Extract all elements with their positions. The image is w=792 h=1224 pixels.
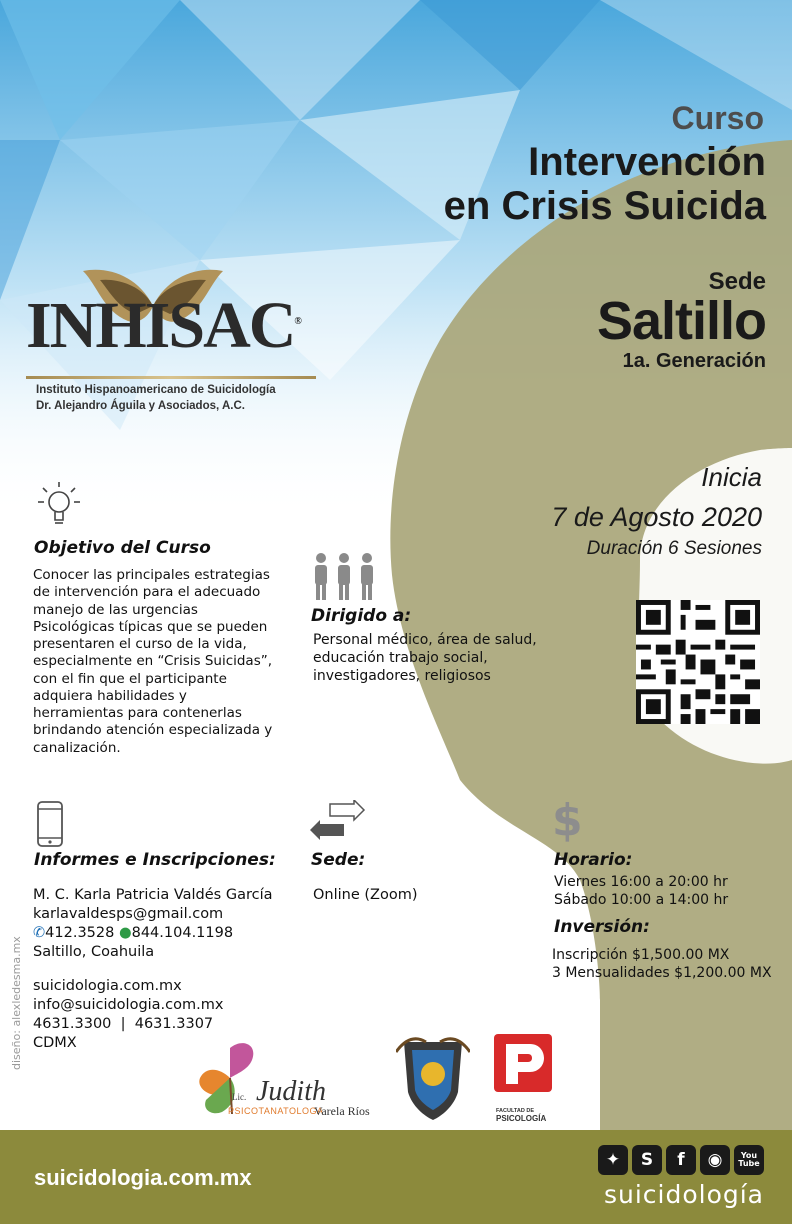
contact-cdmx-phones[interactable]: 4631.3300 | 4631.3307: [33, 1016, 214, 1033]
course-title: [444, 140, 766, 228]
judith-surname: Varela Ríos: [314, 1104, 370, 1118]
objective-line: brindando atención especializada y: [33, 722, 273, 739]
skype-icon[interactable]: S: [632, 1145, 662, 1175]
contact-site[interactable]: suicidologia.com.mx: [33, 978, 182, 995]
timetable-line1: Viernes 16:00 a 20:00 hr: [554, 874, 728, 890]
timetable-heading: Horario:: [554, 850, 633, 870]
investment-text: [552, 946, 772, 982]
people-icon: [311, 552, 377, 602]
logo-subtitle: [36, 383, 276, 414]
course-title-line1: Intervención: [528, 140, 766, 184]
timetable-line2: Sábado 10:00 a 14:00 hr: [554, 892, 729, 909]
sede-city: Saltillo: [596, 291, 766, 351]
instagram-icon[interactable]: ◉: [700, 1145, 730, 1175]
youtube-tube: Tube: [738, 1159, 760, 1168]
logo-name: INHISAC: [26, 289, 295, 362]
objective-line: Conocer las principales estrategias: [33, 567, 270, 583]
course-label: Curso: [671, 100, 764, 136]
contact-email[interactable]: karlavaldesps@gmail.com: [33, 905, 224, 922]
faculty-small: FACULTAD DE: [496, 1108, 534, 1114]
objective-line: herramientas para contenerlas: [33, 705, 242, 722]
audience-text: [313, 632, 537, 686]
duration: Duración 6 Sesiones: [586, 538, 762, 559]
qr-code-icon[interactable]: [636, 600, 760, 724]
logo-wordmark: [26, 288, 300, 364]
objective-line: con el fin que el participante: [33, 670, 227, 687]
judith-title: Lic.: [232, 1092, 247, 1102]
faculty-name: PSICOLOGÍA: [496, 1114, 547, 1123]
dollar-icon: $: [552, 795, 583, 846]
lightbulb-icon: [34, 478, 84, 530]
logo-subtitle-line2: Dr. Alejandro Águila y Asociados, A.C.: [36, 399, 245, 412]
info-heading: Informes e Inscripciones:: [34, 850, 276, 870]
objective-line: especialmente en “Crisis Suicidas”,: [33, 653, 273, 670]
psychology-faculty-icon: [494, 1034, 552, 1092]
objective-heading: Objetivo del Curso: [34, 538, 211, 558]
youtube-you: You: [740, 1151, 758, 1160]
judith-name: Judith: [256, 1076, 326, 1107]
judith-role: PSICOTANATOLOGA: [228, 1106, 324, 1116]
objective-line: manejo de las urgencias: [33, 601, 198, 618]
contact-phone[interactable]: 412.3528: [45, 924, 115, 941]
phone-icon: [32, 800, 72, 850]
contact-cdmx: CDMX: [33, 1034, 77, 1051]
info-contacts: [33, 886, 273, 1053]
course-title-line2: en Crisis Suicida: [443, 184, 766, 228]
contact-site-email[interactable]: info@suicidologia.com.mx: [33, 997, 224, 1014]
start-date: 7 de Agosto 2020: [551, 502, 762, 532]
sede-label: Sede: [708, 268, 766, 295]
arrows-icon: [308, 800, 366, 844]
objective-line: presentaren el curso de la vida,: [33, 636, 247, 653]
whatsapp-icon: ●: [118, 924, 132, 941]
venue-heading: Sede:: [311, 850, 366, 870]
sede-generation: 1a. Generación: [622, 350, 766, 372]
objective-line: adquiera habilidades y: [33, 687, 187, 704]
objective-text: [33, 567, 272, 757]
twitter-icon[interactable]: ✦: [598, 1145, 628, 1175]
timetable-text: [554, 873, 728, 909]
investment-line2: 3 Mensualidades $1,200.00 MX: [552, 965, 772, 982]
venue-value: Online (Zoom): [313, 887, 418, 903]
objective-line: de intervención para el adecuado: [33, 584, 261, 601]
footer-url[interactable]: suicidologia.com.mx: [34, 1165, 252, 1190]
objective-line: Psicológicas típicas que se pueden: [33, 618, 268, 635]
facebook-icon[interactable]: f: [666, 1145, 696, 1175]
youtube-icon[interactable]: [734, 1145, 764, 1175]
registered-mark: ®: [294, 316, 300, 327]
audience-line: investigadores, religiosos: [313, 667, 491, 684]
starts-label: Inicia: [701, 462, 762, 492]
audience-line: Personal médico, área de salud,: [313, 632, 537, 648]
investment-heading: Inversión:: [554, 917, 650, 937]
investment-line1: Inscripción $1,500.00 MX: [552, 947, 730, 963]
logo-underline: [26, 376, 316, 379]
contact-location: Saltillo, Coahuila: [33, 943, 155, 960]
design-credit: diseño: alexledesma.mx: [10, 936, 23, 1070]
footer-brand: suicidología: [603, 1180, 764, 1209]
audience-line: educación trabajo social,: [313, 649, 488, 666]
university-shield-icon: [396, 1032, 470, 1122]
objective-line: canalización.: [33, 739, 121, 756]
contact-name: M. C. Karla Patricia Valdés García: [33, 887, 273, 903]
contact-whatsapp[interactable]: 844.104.1198: [131, 924, 234, 941]
contact-phones: [33, 924, 273, 943]
audience-heading: Dirigido a:: [311, 606, 412, 626]
phone-small-icon: ✆: [33, 924, 46, 941]
logo-subtitle-line1: Instituto Hispanoamericano de Suicidología: [36, 384, 276, 396]
